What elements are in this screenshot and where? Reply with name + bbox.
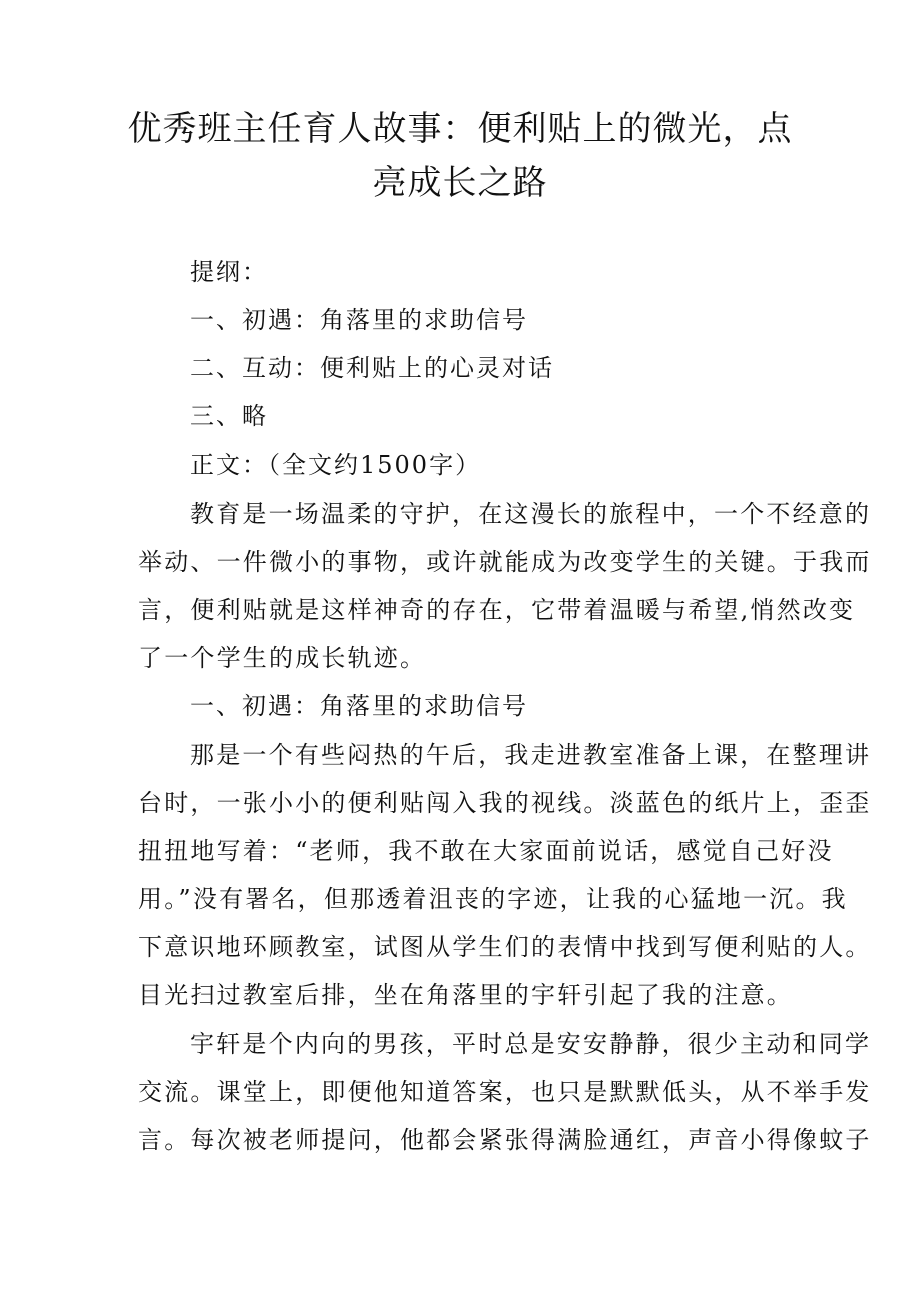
- outline-heading: 提纲：: [190, 258, 268, 286]
- paragraph-line: 教育是一场温柔的守护，在这漫长的旅程中，一个不经意的: [190, 500, 872, 528]
- paragraph-story-1: [138, 731, 872, 1019]
- section-heading: 一、初遇：角落里的求助信号: [190, 692, 528, 720]
- outline-item-3: 三、略: [190, 402, 268, 430]
- paragraph-line: 下意识地环顾教室，试图从学生们的表情中找到写便利贴的人。: [138, 933, 872, 961]
- paragraph-line: 了一个学生的成长轨迹。: [138, 644, 427, 672]
- paragraph-line: 扭扭地写着：“老师，我不敢在大家面前说话，感觉自己好没: [138, 837, 834, 865]
- body-label: 正文：（全文约1500字）: [190, 451, 482, 479]
- outline-item-2: 二、互动：便利贴上的心灵对话: [190, 354, 554, 382]
- paragraph-line: 言。每次被老师提问，他都会紧张得满脸通红，声音小得像蚊子: [138, 1126, 872, 1154]
- paragraph-line: 台时，一张小小的便利贴闯入我的视线。淡蓝色的纸片上，歪歪: [138, 789, 872, 817]
- paragraph-line: 言，便利贴就是这样神奇的存在，它带着温暖与希望,悄然改变: [138, 596, 856, 624]
- paragraph-intro: [138, 490, 872, 682]
- title-line-2: 亮成长之路: [372, 163, 548, 203]
- document-title: [120, 102, 800, 210]
- paragraph-story-2: [138, 1020, 872, 1164]
- paragraph-line: 举动、一件微小的事物，或许就能成为改变学生的关键。于我而: [138, 548, 872, 576]
- paragraph-line: 宇轩是个内向的男孩，平时总是安安静静，很少主动和同学: [190, 1030, 872, 1058]
- paragraph-line: 交流。课堂上，即便他知道答案，也只是默默低头，从不举手发: [138, 1078, 872, 1106]
- paragraph-line: 那是一个有些闷热的午后，我走进教室准备上课，在整理讲: [190, 741, 872, 769]
- outline-item-1: 一、初遇：角落里的求助信号: [190, 306, 528, 334]
- title-line-1: 优秀班主任育人故事：便利贴上的微光，点: [127, 109, 793, 149]
- paragraph-line: 用。”没有署名，但那透着沮丧的字迹，让我的心猛地一沉。我: [138, 885, 848, 913]
- paragraph-line: 目光扫过教室后排，坐在角落里的宇轩引起了我的注意。: [138, 981, 793, 1009]
